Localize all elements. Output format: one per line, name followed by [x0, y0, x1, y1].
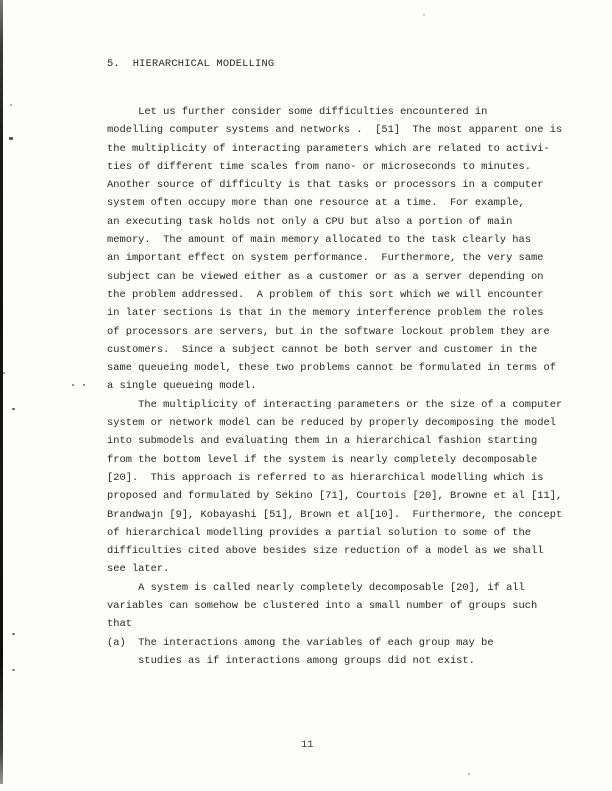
document-body — [107, 103, 562, 670]
text-line: that — [107, 618, 132, 631]
text-line: difficulties cited above besides size reduction of a model as we shall — [107, 545, 544, 558]
scan-speck — [3, 372, 5, 374]
text-line: The multiplicity of interacting parameters or the size of a computer — [107, 398, 563, 411]
text-line: Let us further consider some difficulties encountered in — [107, 106, 488, 118]
text-line: in later sections is that in the memory interference problem the roles — [107, 307, 544, 320]
text-line: an executing task holds not only a CPU but also a portion of main — [107, 215, 513, 228]
page-number: 11 — [301, 739, 314, 751]
section-heading: 5. HIERARCHICAL MODELLING — [107, 58, 275, 70]
scan-speck — [72, 384, 74, 386]
text-line: a single queueing model. — [107, 380, 257, 393]
text-line: the multiplicity of interacting parameters which are related to activi- — [107, 142, 550, 155]
text-line: into submodels and evaluating them in a hierarchical fashion starting — [107, 435, 538, 448]
text-line: studies as if interactions among groups did not exist. — [107, 654, 475, 667]
text-line: ties of different time scales from nano- or microseconds to minutes. — [107, 160, 532, 173]
text-line: see later. — [107, 563, 170, 576]
scan-speck — [12, 669, 15, 671]
text-line: memory. The amount of main memory allocated to the task clearly has — [107, 234, 532, 247]
scan-speck — [468, 773, 470, 775]
text-line: from the bottom level if the system is nearly completely decomposable — [107, 453, 538, 466]
text-line: same queueing model, these two problems cannot be formulated in terms of — [107, 362, 556, 375]
scan-speck — [423, 14, 425, 16]
text-line: an important effect on system performance. Furthermore, the very same — [107, 252, 544, 265]
text-line: modelling computer systems and networks . [51] The most apparent one is — [107, 124, 563, 137]
text-line: Another source of difficulty is that tasks or processors in a computer — [107, 179, 544, 192]
scan-speck — [9, 137, 13, 140]
text-line: of processors are servers, but in the software lockout problem they are — [107, 325, 550, 338]
scan-speck — [10, 104, 12, 106]
text-line: customers. Since a subject cannot be both server and customer in the — [107, 343, 538, 356]
text-line: subject can be viewed either as a customer or as a server depending on — [107, 270, 544, 283]
text-line: of hierarchical modelling provides a partial solution to some of the — [107, 526, 532, 539]
text-line: A system is called nearly completely decomposable [20], if all — [107, 581, 525, 594]
scan-speck — [12, 633, 15, 635]
text-line: Brandwajn [9], Kobayashi [51], Brown et al[10]. Furthermore, the concept — [107, 508, 563, 521]
text-line: proposed and formulated by Sekino [71], Courtois [20], Browne et al [11], — [107, 490, 563, 503]
text-line: system or network model can be reduced by properly decomposing the model — [107, 417, 556, 430]
text-line: [20]. This approach is referred to as hierarchical modelling which is — [107, 471, 544, 484]
text-line: (a) The interactions among the variables of each group may be — [107, 636, 494, 649]
text-line: the problem addressed. A problem of this sort which we will encounter — [107, 288, 544, 301]
scan-edge-artifact — [0, 0, 3, 784]
scan-speck — [83, 384, 85, 386]
text-line: variables can somehow be clustered into a small number of groups such — [107, 600, 538, 613]
scan-speck — [12, 408, 15, 410]
text-line: system often occupy more than one resource at a time. For example, — [107, 197, 525, 210]
